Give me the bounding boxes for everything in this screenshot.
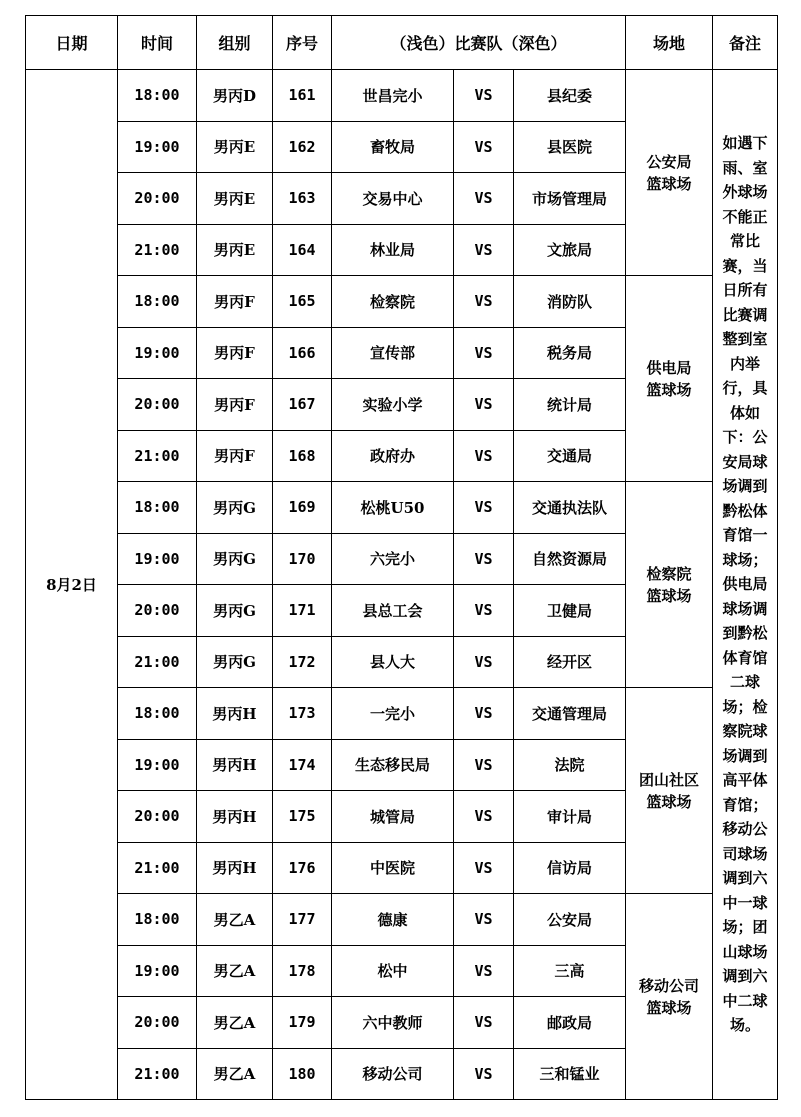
vs-cell: VS	[454, 224, 514, 276]
note-line: 育馆一	[722, 526, 768, 545]
note-line: 供电局	[722, 575, 768, 594]
note-line: 比赛调	[722, 305, 768, 324]
group-cell: 男丙G	[197, 482, 273, 534]
vs-cell: VS	[454, 121, 514, 173]
vs-cell: VS	[454, 842, 514, 894]
home-team-cell: 林业局	[332, 224, 454, 276]
time-cell: 21:00	[118, 224, 197, 276]
seq-cell: 166	[273, 327, 332, 379]
note-line: 育馆；	[722, 795, 768, 814]
venue-type: 篮球场	[646, 792, 692, 811]
note-line: 雨、室	[722, 158, 768, 177]
time-cell: 21:00	[118, 636, 197, 688]
vs-cell: VS	[454, 894, 514, 946]
seq-cell: 179	[273, 997, 332, 1049]
note-line: 中二球	[722, 991, 768, 1010]
home-team-cell: 城管局	[332, 791, 454, 843]
away-team-cell: 自然资源局	[514, 533, 626, 585]
home-team-cell: 松中	[332, 945, 454, 997]
vs-cell: VS	[454, 1048, 514, 1100]
header-group: 组别	[197, 16, 273, 70]
seq-cell: 178	[273, 945, 332, 997]
venue-type: 篮球场	[646, 586, 692, 605]
table-row	[26, 276, 778, 328]
time-cell: 19:00	[118, 533, 197, 585]
away-team-cell: 交通局	[514, 430, 626, 482]
seq-cell: 180	[273, 1048, 332, 1100]
group-cell: 男丙F	[197, 327, 273, 379]
home-team-cell: 移动公司	[332, 1048, 454, 1100]
venue-cell	[626, 894, 713, 1100]
group-cell: 男丙H	[197, 842, 273, 894]
away-team-cell: 公安局	[514, 894, 626, 946]
home-team-cell: 交易中心	[332, 173, 454, 225]
venue-name: 移动公司	[639, 976, 700, 995]
vs-cell: VS	[454, 533, 514, 585]
group-cell: 男丙F	[197, 276, 273, 328]
note-line: 场。	[730, 1016, 761, 1035]
home-team-cell: 六完小	[332, 533, 454, 585]
note-line: 体育馆	[722, 648, 768, 667]
home-team-cell: 一完小	[332, 688, 454, 740]
venue-cell	[626, 482, 713, 688]
header-note: 备注	[713, 16, 778, 70]
time-cell: 20:00	[118, 379, 197, 431]
home-team-cell: 实验小学	[332, 379, 454, 431]
home-team-cell: 六中教师	[332, 997, 454, 1049]
away-team-cell: 经开区	[514, 636, 626, 688]
note-line: 察院球	[722, 722, 768, 741]
group-cell: 男丙E	[197, 173, 273, 225]
time-cell: 18:00	[118, 894, 197, 946]
time-cell: 21:00	[118, 1048, 197, 1100]
home-team-cell: 检察院	[332, 276, 454, 328]
table-row	[26, 70, 778, 122]
seq-cell: 163	[273, 173, 332, 225]
away-team-cell: 税务局	[514, 327, 626, 379]
header-date: 日期	[26, 16, 118, 70]
group-cell: 男乙A	[197, 894, 273, 946]
time-cell: 18:00	[118, 276, 197, 328]
group-cell: 男丙H	[197, 791, 273, 843]
venue-cell	[626, 688, 713, 894]
venue-type: 篮球场	[646, 174, 692, 193]
vs-cell: VS	[454, 997, 514, 1049]
time-cell: 20:00	[118, 791, 197, 843]
vs-cell: VS	[454, 791, 514, 843]
note-line: 球场调	[722, 599, 768, 618]
away-team-cell: 法院	[514, 739, 626, 791]
seq-cell: 177	[273, 894, 332, 946]
time-cell: 18:00	[118, 688, 197, 740]
vs-cell: VS	[454, 379, 514, 431]
note-line: 调到六	[722, 869, 768, 888]
seq-cell: 170	[273, 533, 332, 585]
vs-cell: VS	[454, 430, 514, 482]
vs-cell: VS	[454, 636, 514, 688]
away-team-cell: 县医院	[514, 121, 626, 173]
note-line: 日所有	[722, 281, 768, 300]
home-team-cell: 松桃U50	[332, 482, 454, 534]
time-cell: 19:00	[118, 739, 197, 791]
home-team-cell: 世昌完小	[332, 70, 454, 122]
time-cell: 19:00	[118, 945, 197, 997]
group-cell: 男丙E	[197, 224, 273, 276]
header-seq: 序号	[273, 16, 332, 70]
away-team-cell: 消防队	[514, 276, 626, 328]
venue-type: 篮球场	[646, 380, 692, 399]
time-cell: 19:00	[118, 121, 197, 173]
group-cell: 男丙G	[197, 585, 273, 637]
header-venue: 场地	[626, 16, 713, 70]
note-line: 安局球	[722, 452, 768, 471]
home-team-cell: 生态移民局	[332, 739, 454, 791]
vs-cell: VS	[454, 327, 514, 379]
group-cell: 男丙F	[197, 430, 273, 482]
seq-cell: 173	[273, 688, 332, 740]
home-team-cell: 县总工会	[332, 585, 454, 637]
seq-cell: 176	[273, 842, 332, 894]
home-team-cell: 县人大	[332, 636, 454, 688]
header-teams: （浅色）比赛队（深色）	[332, 16, 626, 70]
seq-cell: 162	[273, 121, 332, 173]
group-cell: 男丙G	[197, 636, 273, 688]
home-team-cell: 政府办	[332, 430, 454, 482]
schedule-body	[26, 70, 778, 1100]
note-line: 中一球	[722, 893, 768, 912]
time-cell: 18:00	[118, 70, 197, 122]
note-line: 不能正	[722, 207, 768, 226]
note-line: 场调到	[722, 477, 768, 496]
note-line: 司球场	[722, 844, 768, 863]
away-team-cell: 统计局	[514, 379, 626, 431]
away-team-cell: 交通管理局	[514, 688, 626, 740]
note-line: 场；检	[722, 697, 768, 716]
venue-name: 公安局	[646, 152, 692, 171]
seq-cell: 169	[273, 482, 332, 534]
group-cell: 男乙A	[197, 997, 273, 1049]
home-team-cell: 中医院	[332, 842, 454, 894]
date-cell: 8月2日	[26, 70, 118, 1100]
seq-cell: 167	[273, 379, 332, 431]
note-line: 内举	[730, 354, 761, 373]
venue-name: 团山社区	[639, 770, 700, 789]
vs-cell: VS	[454, 945, 514, 997]
note-cell	[713, 70, 778, 1100]
time-cell: 21:00	[118, 842, 197, 894]
note-line: 到黔松	[722, 624, 768, 643]
note-line: 外球场	[722, 183, 768, 202]
time-cell: 21:00	[118, 430, 197, 482]
venue-cell	[626, 276, 713, 482]
seq-cell: 164	[273, 224, 332, 276]
note-line: 山球场	[722, 942, 768, 961]
note-line: 高平体	[722, 771, 768, 790]
away-team-cell: 卫健局	[514, 585, 626, 637]
group-cell: 男乙A	[197, 1048, 273, 1100]
note-line: 移动公	[722, 820, 768, 839]
group-cell: 男丙E	[197, 121, 273, 173]
vs-cell: VS	[454, 70, 514, 122]
away-team-cell: 市场管理局	[514, 173, 626, 225]
schedule-table	[25, 15, 778, 1100]
vs-cell: VS	[454, 585, 514, 637]
group-cell: 男丙F	[197, 379, 273, 431]
group-cell: 男丙H	[197, 688, 273, 740]
away-team-cell: 文旅局	[514, 224, 626, 276]
note-line: 球场；	[722, 550, 768, 569]
seq-cell: 165	[273, 276, 332, 328]
away-team-cell: 三和锰业	[514, 1048, 626, 1100]
away-team-cell: 审计局	[514, 791, 626, 843]
time-cell: 19:00	[118, 327, 197, 379]
group-cell: 男丙D	[197, 70, 273, 122]
note-line: 赛，当	[722, 256, 768, 275]
time-cell: 18:00	[118, 482, 197, 534]
away-team-cell: 县纪委	[514, 70, 626, 122]
venue-name: 供电局	[646, 358, 692, 377]
note-line: 行，具	[722, 379, 768, 398]
time-cell: 20:00	[118, 585, 197, 637]
header-time: 时间	[118, 16, 197, 70]
home-team-cell: 宣传部	[332, 327, 454, 379]
table-row	[26, 894, 778, 946]
note-line: 二球	[730, 673, 761, 692]
header-row	[26, 16, 778, 70]
note-line: 体如	[730, 403, 761, 422]
seq-cell: 174	[273, 739, 332, 791]
away-team-cell: 三高	[514, 945, 626, 997]
time-cell: 20:00	[118, 997, 197, 1049]
away-team-cell: 交通执法队	[514, 482, 626, 534]
note-line: 场；团	[722, 918, 768, 937]
venue-cell	[626, 70, 713, 276]
note-line: 下：公	[722, 428, 768, 447]
vs-cell: VS	[454, 688, 514, 740]
venue-type: 篮球场	[646, 998, 692, 1017]
home-team-cell: 畜牧局	[332, 121, 454, 173]
note-line: 整到室	[722, 330, 768, 349]
note-line: 黔松体	[722, 501, 768, 520]
vs-cell: VS	[454, 173, 514, 225]
away-team-cell: 信访局	[514, 842, 626, 894]
note-line: 场调到	[722, 746, 768, 765]
group-cell: 男丙G	[197, 533, 273, 585]
note-line: 如遇下	[722, 134, 768, 153]
note-line: 常比	[730, 232, 761, 251]
away-team-cell: 邮政局	[514, 997, 626, 1049]
time-cell: 20:00	[118, 173, 197, 225]
vs-cell: VS	[454, 482, 514, 534]
note-line: 调到六	[722, 967, 768, 986]
seq-cell: 161	[273, 70, 332, 122]
seq-cell: 172	[273, 636, 332, 688]
seq-cell: 171	[273, 585, 332, 637]
seq-cell: 168	[273, 430, 332, 482]
table-row	[26, 688, 778, 740]
table-row	[26, 482, 778, 534]
seq-cell: 175	[273, 791, 332, 843]
group-cell: 男乙A	[197, 945, 273, 997]
vs-cell: VS	[454, 276, 514, 328]
vs-cell: VS	[454, 739, 514, 791]
venue-name: 检察院	[646, 564, 692, 583]
group-cell: 男丙H	[197, 739, 273, 791]
home-team-cell: 德康	[332, 894, 454, 946]
